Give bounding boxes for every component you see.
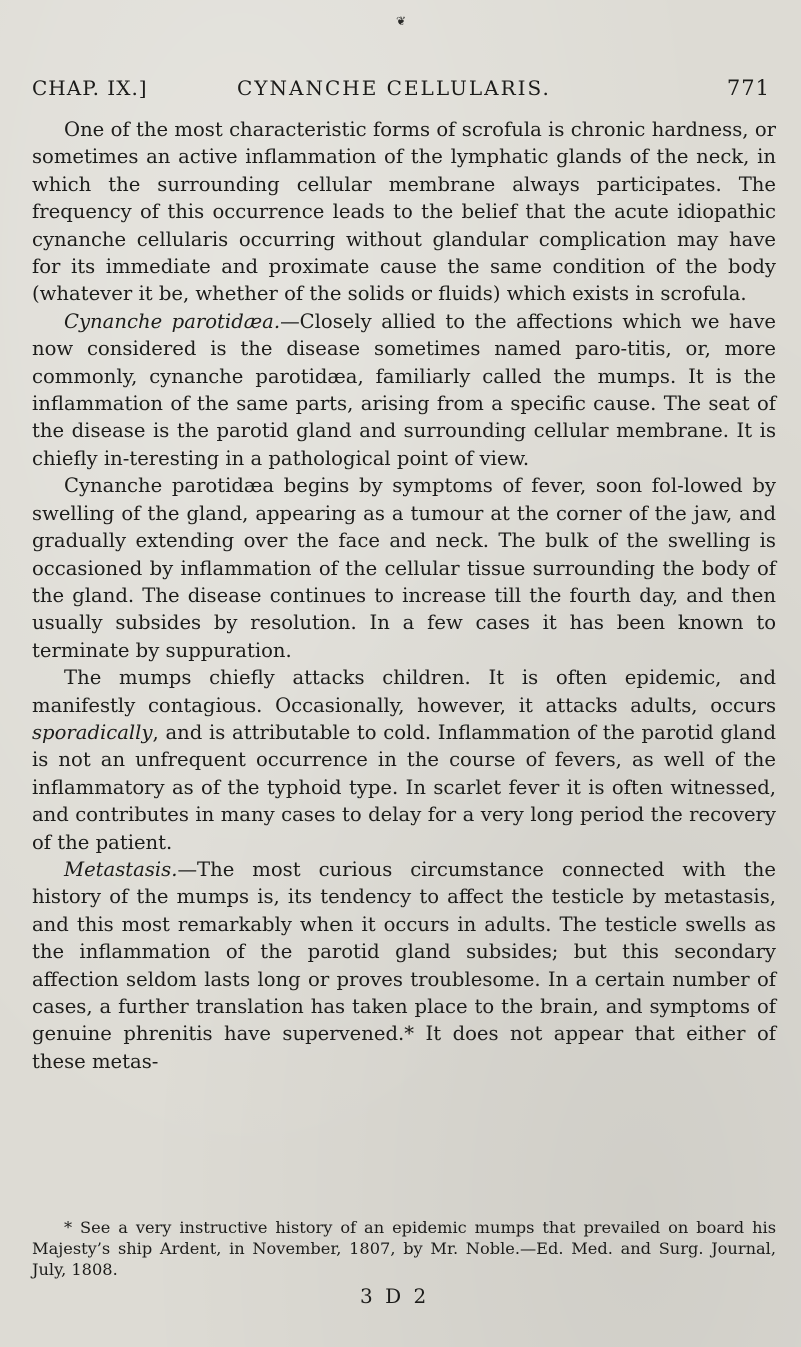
paragraph-text: One of the most characteristic forms of scrofula is chronic hardness, or sometimes an active inflammation of the lymphatic glands of the neck, in which the surrounding cellular membrane always participates. The frequency of this occurrence leads to the belief that the acute idiopathic cynanche cellularis occurring without glandular complication may have for its immediate and proximate cause the same condition of the body (whatever it be, whether of the solids or fluids) which exists in scrofula. [32,118,776,306]
paragraph-text: The mumps chiefly attacks children. It is often epidemic, and manifestly contagious. Occasionally, however, it attacks adults, occurs [32,666,776,717]
paragraph-metastasis [32,856,776,1075]
page-title: CYNANCHE CELLULARIS. [237,76,551,100]
body-text [32,116,776,1075]
footnote-text: * See a very instructive history of an epidemic mumps that prevailed on board his Majesty’s ship Ardent, in November, 1807, by Mr. Noble.—Ed. Med. and Surg. Journal, July, 1808. [32,1218,776,1279]
paragraph-text: —Closely allied to the affections which we have now considered is the disease sometimes named paro-titis, or, more commonly, cynanche parotidæa, familiarly called the mumps. It is the inflammation of the same parts, arising from a specific cause. The seat of the disease is the parotid gland and surrounding cellular membrane. It is chiefly in-teresting in a pathological point of view. [32,309,776,470]
paragraph-mumps-children [32,664,776,856]
emphasis-text: sporadically [32,720,153,744]
chapter-label: CHAP. IX.] [32,76,148,100]
signature-mark: 3 D 2 [360,1284,430,1308]
paragraph-text: Cynanche parotidæa begins by symptoms of fever, soon fol-lowed by swelling of the gland, appearing as a tumour at the corner of the jaw, and gradually extending over the face and neck. The bulk of the swelling is occasioned by inflammation of the cellular tissue surrounding the body of the gland. The disease continues to increase till the fourth day, and then usually subsides by resolution. In a few cases it has been known to terminate by suppuration. [32,474,776,662]
page-number: 771 [726,76,770,100]
paragraph-text: —The most curious circumstance connected with the history of the mumps is, its tendency to affect the testicle by metastasis, and this most remarkably when it occurs in adults. The testicle swells as the inflammation of the parotid gland subsides; but this secondary affection seldom lasts long or proves troublesome. In a certain number of cases, a further translation has taken place to the brain, and symptoms of genuine phrenitis have supervened.* It does not appear that either of these metas- [32,857,776,1073]
section-lead-heading: Cynanche parotidæa. [64,309,281,333]
paragraph-symptoms [32,472,776,664]
footnote [32,1217,776,1280]
paragraph-cynanche-parotidaea [32,308,776,472]
paragraph-scrofula [32,116,776,308]
section-lead-heading: Metastasis. [64,857,178,881]
paragraph-text: , and is attributable to cold. Inflammation of the parotid gland is not an unfrequent occurrence in the course of fevers, as well of the inflammatory as of the typhoid type. In scarlet fever it is often witnessed, and contributes in many cases to delay for a very long period the recovery of the patient. [32,720,776,854]
running-head [32,76,772,106]
top-ornament-mark: ❦ [396,14,407,28]
